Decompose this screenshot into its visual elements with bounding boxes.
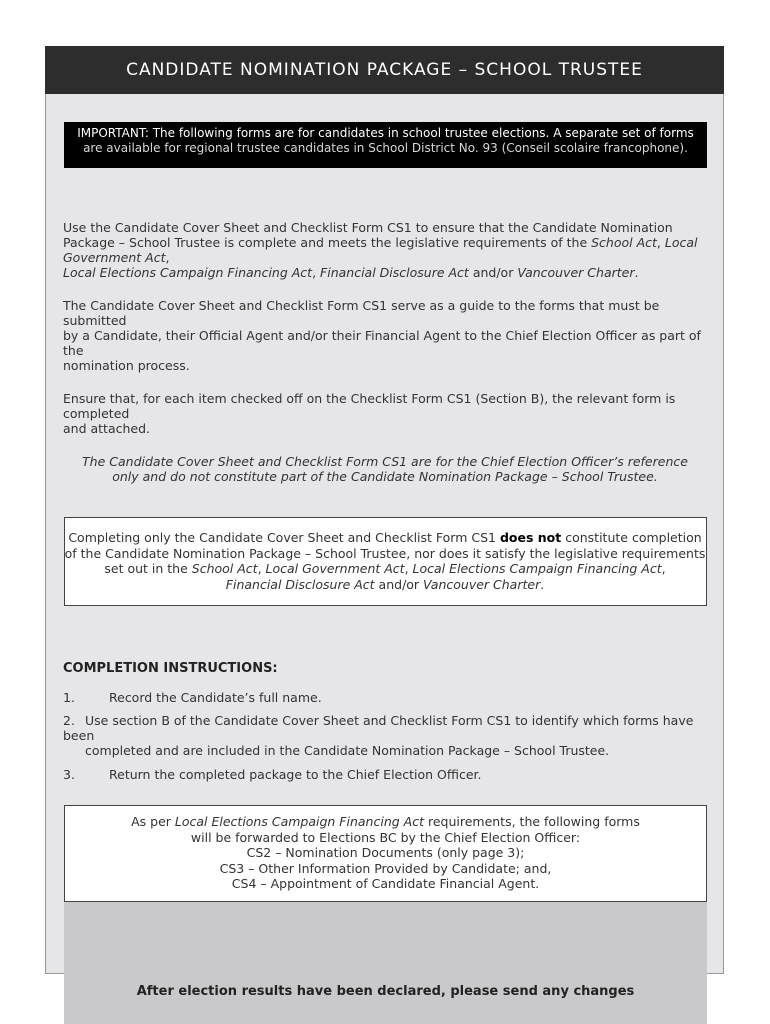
important-line-2: are available for regional trustee candidates in School District No. 93 (Conseil scolaire francophone). (83, 141, 688, 155)
form-cs2: CS2 – Nomination Documents (only page 3); (246, 845, 525, 860)
forwarded-line-1: As per Local Elections Campaign Financing Act requirements, the following forms (131, 814, 640, 829)
separator: , (312, 265, 321, 280)
reference-note-line-2: only and do not constitute part of the Candidate Nomination Package – School Trustee. (112, 469, 658, 484)
footer-panel (64, 902, 707, 1024)
andor-text: and/or (468, 265, 518, 280)
list-text-continued: completed and are included in the Candidate Nomination Package – School Trustee. (85, 743, 610, 758)
warning-line-2: of the Candidate Nomination Package – School Trustee, nor does it satisfy the legislative requirements (64, 545, 706, 561)
warning-line-1: Completing only the Candidate Cover Sheet and Checklist Form CS1 does not constitute completion (68, 530, 702, 545)
separator: , (165, 250, 170, 265)
guide-line-2: by a Candidate, their Official Agent and/or their Financial Agent to the Chief Election Officer as part of the (63, 328, 701, 358)
form-cs3: CS3 – Other Information Provided by Candidate; and, (219, 860, 552, 876)
list-item (63, 690, 707, 705)
list-text: Return the completed package to the Chief Election Officer. (109, 767, 482, 782)
list-item (63, 767, 707, 782)
does-not-emphasis: does not (499, 530, 562, 545)
ensure-line-2: and attached. (63, 421, 151, 436)
vc-ref: Vancouver Charter (517, 265, 635, 280)
form-cs4: CS4 – Appointment of Candidate Financial Agent. (231, 876, 540, 891)
ensure-paragraph (63, 391, 707, 436)
list-text: Use section B of the Candidate Cover Sheet and Checklist Form CS1 to identify which forms have been (63, 713, 694, 743)
forwarded-forms-text (64, 814, 707, 892)
completion-instructions-heading: COMPLETION INSTRUCTIONS: (63, 661, 278, 676)
lecfa-ref: Local Elections Campaign Financing Act (63, 265, 313, 280)
list-number: 2. (63, 713, 75, 728)
list-item (63, 713, 707, 758)
intro-paragraph (63, 220, 707, 280)
guide-line-3: nomination process. (63, 358, 190, 373)
reference-note-line-1: The Candidate Cover Sheet and Checklist Form CS1 are for the Chief Election Officer’s reference (82, 454, 688, 469)
separator: , (656, 235, 665, 250)
guide-line-1: The Candidate Cover Sheet and Checklist Form CS1 serve as a guide to the forms that must be submitted (63, 298, 660, 328)
intro-text: Use the Candidate Cover Sheet and Checklist Form CS1 to ensure that the Candidate Nomination Package – School Trustee is complete and meets the legislative requirements of the (63, 220, 673, 250)
list-number: 3. (63, 767, 75, 782)
fda-ref: Financial Disclosure Act (320, 265, 469, 280)
guide-paragraph (63, 298, 707, 373)
important-notice (64, 122, 707, 168)
school-act-ref: School Act (591, 235, 657, 250)
period: . (634, 265, 639, 280)
important-line-1: IMPORTANT: The following forms are for candidates in school trustee elections. A separate set of forms (77, 126, 694, 140)
lga-ref: Local Government Act (63, 235, 698, 265)
forwarded-line-2: will be forwarded to Elections BC by the Chief Election Officer: (190, 829, 581, 845)
warning-line-3: set out in the School Act, Local Government Act, Local Elections Campaign Financing Act, Financial Disclosure Act and/or Vancouver Charter. (104, 561, 666, 592)
footer-note: After election results have been declared, please send any changes (136, 984, 635, 999)
completion-warning-text (63, 530, 707, 592)
list-text: Record the Candidate’s full name. (109, 690, 322, 705)
reference-note (63, 454, 707, 484)
page-title: CANDIDATE NOMINATION PACKAGE – SCHOOL TRUSTEE (45, 46, 724, 94)
list-number: 1. (63, 690, 75, 705)
ensure-line-1: Ensure that, for each item checked off on the Checklist Form CS1 (Section B), the relevant form is completed (63, 391, 676, 421)
